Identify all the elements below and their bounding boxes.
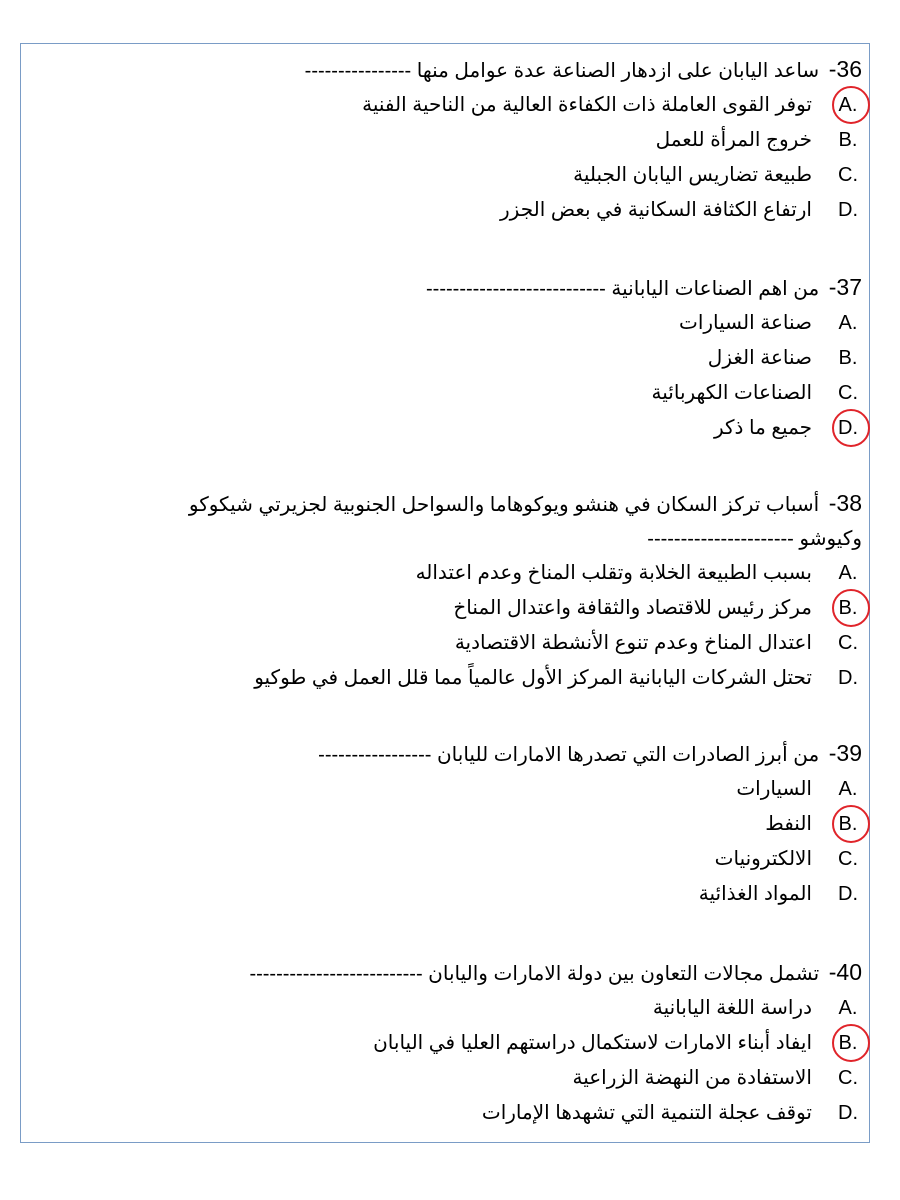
option-text: المواد الغذائية <box>698 883 812 905</box>
option-letter: C. <box>838 632 858 654</box>
option-text: تحتل الشركات اليابانية المركز الأول عالمياً مما قلل العمل في طوكيو <box>254 667 812 689</box>
option-d[interactable] <box>189 661 862 696</box>
question-stem <box>426 270 862 306</box>
option-c[interactable] <box>318 842 862 877</box>
question-continuation: وكيوشو ---------------------- <box>647 528 862 550</box>
option-letter: A. <box>838 562 858 584</box>
question-text: من اهم الصناعات اليابانية <box>611 278 820 300</box>
question-text: ساعد اليابان على ازدهار الصناعة عدة عوامل منها <box>416 60 820 82</box>
option-text: بسبب الطبيعة الخلابة وتقلب المناخ وعدم اعتداله <box>415 562 812 584</box>
question-number: 40- <box>828 959 862 985</box>
option-d[interactable] <box>426 411 862 446</box>
option-text: ارتفاع الكثافة السكانية في بعض الجزر <box>500 199 812 221</box>
option-text: مركز رئيس للاقتصاد والثقافة واعتدال المناخ <box>453 597 812 619</box>
option-text: اعتدال المناخ وعدم تنوع الأنشطة الاقتصادية <box>454 632 812 654</box>
option-letter: D. <box>838 1102 858 1124</box>
option-text: صناعة الغزل <box>707 347 812 369</box>
option-text: ايفاد أبناء الامارات لاستكمال دراستهم العليا في اليابان <box>373 1032 812 1054</box>
question-stem <box>318 736 862 772</box>
option-b[interactable] <box>305 123 862 158</box>
option-letter: D. <box>838 667 858 689</box>
option-b[interactable] <box>426 341 862 376</box>
option-text: طبيعة تضاريس اليابان الجبلية <box>573 164 812 186</box>
option-text: السيارات <box>736 778 812 800</box>
option-letter: D. <box>838 883 858 905</box>
option-letter: C. <box>838 848 858 870</box>
option-a[interactable] <box>318 772 862 807</box>
answer-blank: --------------------------- <box>426 278 606 300</box>
option-a[interactable] <box>189 556 862 591</box>
option-text: النفط <box>765 813 812 835</box>
option-letter: B. <box>838 597 858 619</box>
answer-blank: ---------------- <box>304 60 412 82</box>
question-text: تشمل مجالات التعاون بين دولة الامارات واليابان <box>428 963 820 985</box>
question-number: 36- <box>828 56 862 82</box>
option-letter: C. <box>838 164 858 186</box>
option-text: توفر القوى العاملة ذات الكفاءة العالية من الناحية الفنية <box>362 94 812 116</box>
option-letter: B. <box>838 1032 858 1054</box>
option-text: خروج المرأة للعمل <box>655 129 812 151</box>
question-40 <box>249 955 862 1131</box>
option-c[interactable] <box>426 376 862 411</box>
option-b[interactable] <box>249 1026 862 1061</box>
option-letter: A. <box>838 94 858 116</box>
question-39 <box>318 736 862 912</box>
option-text: دراسة اللغة اليابانية <box>652 997 812 1019</box>
option-text: صناعة السيارات <box>679 312 812 334</box>
option-letter: B. <box>838 129 858 151</box>
option-letter: B. <box>838 347 858 369</box>
question-number: 38- <box>828 490 862 516</box>
answer-blank: -------------------------- <box>249 963 423 985</box>
option-text: الاستفادة من النهضة الزراعية <box>572 1067 812 1089</box>
option-letter: C. <box>838 382 858 404</box>
option-letter: D. <box>838 417 858 439</box>
question-text: أسباب تركز السكان في هنشو ويوكوهاما والسواحل الجنوبية لجزيرتي شيكوكو <box>188 494 820 516</box>
option-c[interactable] <box>305 158 862 193</box>
question-36 <box>305 52 862 228</box>
question-37 <box>426 270 862 446</box>
option-a[interactable] <box>305 88 862 123</box>
option-c[interactable] <box>249 1061 862 1096</box>
option-d[interactable] <box>249 1096 862 1131</box>
option-b[interactable] <box>189 591 862 626</box>
question-text: من أبرز الصادرات التي تصدرها الامارات لليابان <box>436 744 820 766</box>
question-stem <box>305 52 862 88</box>
option-text: توقف عجلة التنمية التي تشهدها الإمارات <box>481 1102 812 1124</box>
option-text: جميع ما ذكر <box>714 417 812 439</box>
option-letter: A. <box>838 997 858 1019</box>
answer-blank: ----------------- <box>318 744 432 766</box>
option-letter: A. <box>838 778 858 800</box>
option-a[interactable] <box>249 991 862 1026</box>
question-number: 39- <box>828 740 862 766</box>
option-b[interactable] <box>318 807 862 842</box>
option-d[interactable] <box>318 877 862 912</box>
option-letter: C. <box>838 1067 858 1089</box>
option-c[interactable] <box>189 626 862 661</box>
option-letter: A. <box>838 312 858 334</box>
option-a[interactable] <box>426 306 862 341</box>
question-38 <box>189 486 862 696</box>
option-letter: D. <box>838 199 858 221</box>
option-letter: B. <box>838 813 858 835</box>
option-d[interactable] <box>305 193 862 228</box>
option-text: الالكترونيات <box>714 848 812 870</box>
option-text: الصناعات الكهربائية <box>651 382 812 404</box>
question-number: 37- <box>828 274 862 300</box>
question-stem <box>189 486 862 522</box>
question-stem <box>249 955 862 991</box>
